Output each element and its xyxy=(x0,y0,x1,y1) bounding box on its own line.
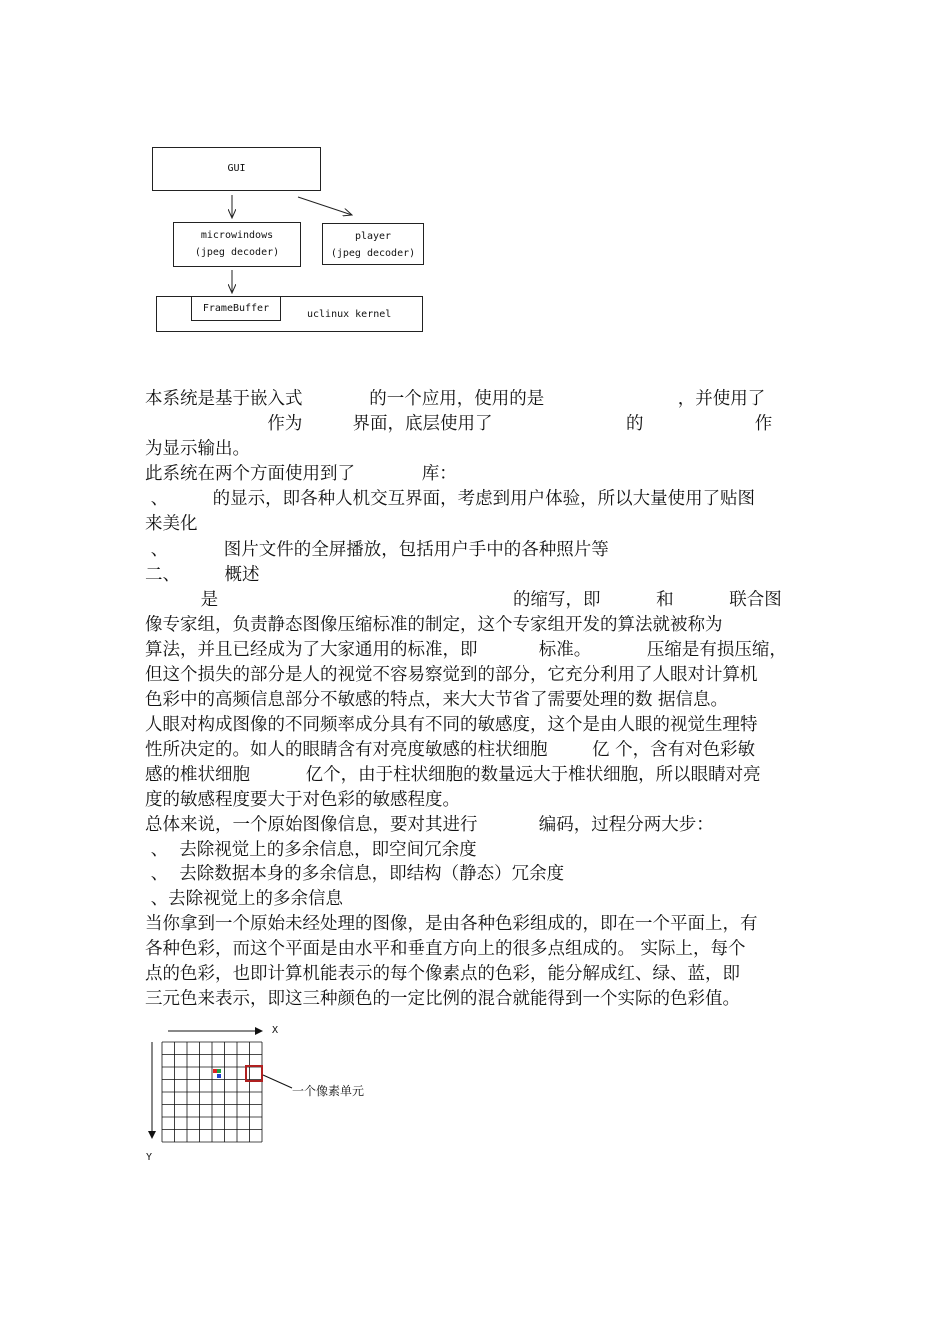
text-line: 像专家组，负责静态图像压缩标准的制定，这个专家组开发的算法就被称为 xyxy=(145,615,723,635)
kernel-label: uclinux kernel xyxy=(307,309,392,320)
text-line: 感的椎状细胞 亿个，由于柱状细胞的数量远大于椎状细胞，所以眼睛对亮 xyxy=(145,765,761,785)
text-line: 此系统在两个方面使用到了 库： xyxy=(145,464,457,484)
text-line: 三元色来表示，即这三种颜色的一定比例的混合就能得到一个实际的色彩值。 xyxy=(145,989,740,1009)
text-line: 、 的显示，即各种人机交互界面，考虑到用户体验，所以大量使用了贴图 xyxy=(145,489,756,509)
text-line: 本系统是基于嵌入式 的一个应用，使用的是 ，并使用了 xyxy=(145,389,766,409)
text-line: 点的色彩，也即计算机能表示的每个像素点的色彩，能分解成红、绿、蓝，即 xyxy=(145,964,740,984)
pixel-unit-callout: 一个像素单元 xyxy=(292,1084,365,1098)
microwindows-decoder-label: (jpeg decoder) xyxy=(194,247,280,258)
y-axis-label: Y xyxy=(146,1152,153,1163)
text-line: 总体来说，一个原始图像信息，要对其进行 编码，过程分两大步： xyxy=(145,815,714,835)
highlighted-pixel xyxy=(246,1066,262,1081)
pixel-green xyxy=(217,1069,221,1073)
player-label: player xyxy=(354,231,392,242)
text-line: 但这个损失的部分是人的视觉不容易察觉到的部分，它充分利用了人眼对计算机 xyxy=(145,665,758,685)
text-line: 作为 界面，底层使用了 的 作 xyxy=(145,414,773,434)
pixel-blue xyxy=(217,1074,221,1078)
text-line: 性所决定的。如人的眼睛含有对亮度敏感的柱状细胞 亿 个，含有对色彩敏 xyxy=(145,740,756,760)
text-line: 为显示输出。 xyxy=(145,439,250,459)
text-line: 、 图片文件的全屏播放，包括用户手中的各种照片等 xyxy=(145,540,609,560)
text-line: 当你拿到一个原始未经处理的图像，是由各种色彩组成的，即在一个平面上，有 xyxy=(145,914,758,934)
pixel-red xyxy=(213,1069,217,1073)
grid-lines xyxy=(162,1042,262,1142)
player-decoder-label: (jpeg decoder) xyxy=(330,248,416,259)
text-line: 算法，并且已经成为了大家通用的标准，即 标准。 压缩是有损压缩， xyxy=(145,640,787,660)
text-line: 色彩中的高频信息部分不敏感的特点，来大大节省了需要处理的数 据信息。 xyxy=(145,690,729,710)
text-line: 、 去除数据本身的多余信息，即结构（静态）冗余度 xyxy=(145,864,565,884)
text-line: 度的敏感程度要大于对色彩的敏感程度。 xyxy=(145,790,460,810)
text-line: 来美化 xyxy=(145,514,198,534)
callout-line xyxy=(263,1075,292,1088)
x-axis-label: X xyxy=(272,1025,279,1036)
text-line: 是 的缩写，即 和 联合图 xyxy=(145,590,782,610)
microwindows-label: microwindows xyxy=(200,230,274,241)
gui-label: GUI xyxy=(227,163,246,174)
framebuffer-label: FrameBuffer xyxy=(202,303,270,314)
text-line: 、去除视觉上的多余信息 xyxy=(145,889,344,909)
text-line: 各种色彩，而这个平面是由水平和垂直方向上的很多点组成的。 实际上，每个 xyxy=(145,939,746,959)
text-line: 人眼对构成图像的不同频率成分具有不同的敏感度，这个是由人眼的视觉生理特 xyxy=(145,715,758,735)
text-line: 、 去除视觉上的多余信息，即空间冗余度 xyxy=(145,840,477,860)
section-heading: 二、 概述 xyxy=(145,565,260,585)
